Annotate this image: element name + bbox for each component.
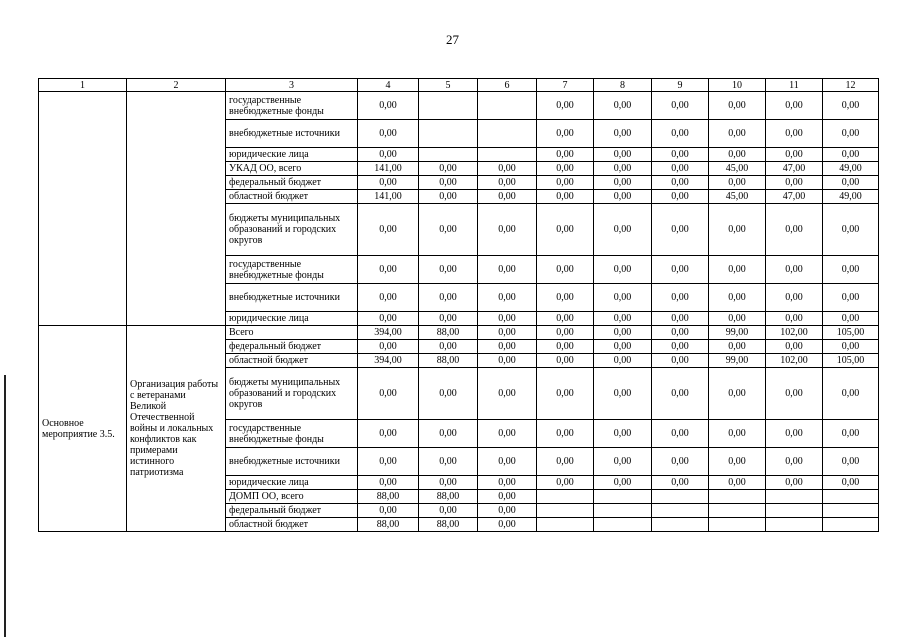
value-cell: 0,00 [358,204,419,256]
value-cell: 0,00 [594,120,652,148]
value-cell [537,490,594,504]
value-cell: 102,00 [766,354,823,368]
value-cell: 394,00 [358,326,419,340]
value-cell: 88,00 [358,518,419,532]
value-cell: 0,00 [594,340,652,354]
value-cell: 88,00 [419,326,478,340]
value-cell: 0,00 [823,204,879,256]
value-cell: 0,00 [823,92,879,120]
value-cell: 0,00 [478,354,537,368]
value-cell: 105,00 [823,326,879,340]
value-cell: 0,00 [419,162,478,176]
value-cell: 0,00 [766,368,823,420]
value-cell: 0,00 [652,476,709,490]
value-cell: 0,00 [652,284,709,312]
value-cell: 0,00 [594,204,652,256]
column-number: 5 [419,79,478,92]
value-cell: 0,00 [358,504,419,518]
value-cell: 0,00 [766,256,823,284]
value-cell: 0,00 [358,120,419,148]
value-cell: 0,00 [478,176,537,190]
value-cell [537,518,594,532]
value-cell: 0,00 [419,340,478,354]
value-cell: 0,00 [419,312,478,326]
value-cell: 0,00 [823,256,879,284]
value-cell: 0,00 [823,284,879,312]
funding-source-label: юридические лица [226,476,358,490]
funding-source-label: бюджеты муниципальных образований и городских округов [226,368,358,420]
value-cell [478,148,537,162]
value-cell [823,504,879,518]
value-cell: 0,00 [478,504,537,518]
funding-source-label: юридические лица [226,148,358,162]
value-cell: 0,00 [652,256,709,284]
value-cell: 0,00 [594,148,652,162]
value-cell [419,120,478,148]
value-cell: 0,00 [358,448,419,476]
value-cell: 0,00 [419,368,478,420]
value-cell: 0,00 [766,420,823,448]
value-cell: 141,00 [358,162,419,176]
value-cell: 0,00 [652,420,709,448]
value-cell: 102,00 [766,326,823,340]
value-cell: 0,00 [537,162,594,176]
value-cell: 0,00 [823,176,879,190]
column-number: 1 [39,79,127,92]
value-cell: 0,00 [652,368,709,420]
funding-source-label: Всего [226,326,358,340]
value-cell: 0,00 [823,448,879,476]
value-cell: 0,00 [358,256,419,284]
value-cell: 0,00 [652,354,709,368]
value-cell: 0,00 [766,476,823,490]
value-cell: 0,00 [823,312,879,326]
value-cell [537,504,594,518]
value-cell: 0,00 [537,120,594,148]
value-cell: 0,00 [537,312,594,326]
value-cell: 0,00 [419,448,478,476]
value-cell: 0,00 [709,256,766,284]
value-cell: 0,00 [537,448,594,476]
value-cell: 141,00 [358,190,419,204]
funding-source-label: ДОМП ОО, всего [226,490,358,504]
value-cell: 0,00 [358,92,419,120]
value-cell: 0,00 [594,354,652,368]
value-cell: 0,00 [537,340,594,354]
value-cell: 0,00 [478,326,537,340]
value-cell: 0,00 [419,176,478,190]
activity-code: Основное мероприятие 3.5. [39,326,127,532]
funding-source-label: федеральный бюджет [226,504,358,518]
value-cell: 0,00 [478,476,537,490]
value-cell: 0,00 [594,190,652,204]
value-cell: 88,00 [419,354,478,368]
value-cell: 0,00 [537,476,594,490]
funding-source-label: федеральный бюджет [226,340,358,354]
value-cell: 0,00 [537,284,594,312]
value-cell: 0,00 [478,256,537,284]
value-cell: 0,00 [766,312,823,326]
value-cell: 0,00 [766,92,823,120]
value-cell: 0,00 [594,92,652,120]
value-cell: 0,00 [652,190,709,204]
value-cell: 0,00 [478,162,537,176]
value-cell: 0,00 [652,312,709,326]
value-cell: 0,00 [652,120,709,148]
value-cell: 0,00 [537,368,594,420]
value-cell [709,504,766,518]
budget-table [38,78,879,532]
value-cell: 0,00 [766,340,823,354]
table-row [39,326,879,340]
value-cell [823,518,879,532]
value-cell: 88,00 [419,490,478,504]
value-cell: 0,00 [766,176,823,190]
value-cell: 0,00 [823,420,879,448]
funding-source-label: бюджеты муниципальных образований и городских округов [226,204,358,256]
value-cell [709,518,766,532]
value-cell: 0,00 [709,284,766,312]
value-cell: 0,00 [652,148,709,162]
value-cell: 0,00 [478,284,537,312]
column-number: 6 [478,79,537,92]
value-cell: 0,00 [766,120,823,148]
value-cell: 88,00 [419,518,478,532]
value-cell: 0,00 [537,420,594,448]
value-cell: 0,00 [652,326,709,340]
value-cell: 0,00 [594,420,652,448]
value-cell: 0,00 [478,368,537,420]
funding-source-label: областной бюджет [226,354,358,368]
value-cell: 0,00 [823,148,879,162]
value-cell: 0,00 [594,284,652,312]
value-cell: 0,00 [709,340,766,354]
value-cell: 0,00 [594,162,652,176]
column-number: 11 [766,79,823,92]
value-cell: 0,00 [766,204,823,256]
table-row [39,92,879,120]
value-cell: 0,00 [823,340,879,354]
value-cell: 0,00 [709,368,766,420]
column-number: 8 [594,79,652,92]
value-cell: 0,00 [766,448,823,476]
value-cell: 0,00 [537,176,594,190]
value-cell: 0,00 [823,368,879,420]
value-cell: 0,00 [594,176,652,190]
value-cell: 0,00 [537,204,594,256]
activity-name: Организация работы с ветеранами Великой Отечественной войны и локальных конфликтов как примерами истинного патриотизма [127,326,226,532]
value-cell: 49,00 [823,190,879,204]
value-cell: 0,00 [419,190,478,204]
value-cell: 0,00 [709,312,766,326]
value-cell: 0,00 [537,256,594,284]
value-cell: 0,00 [478,448,537,476]
value-cell: 0,00 [358,312,419,326]
value-cell [478,92,537,120]
value-cell: 0,00 [709,120,766,148]
value-cell: 0,00 [652,204,709,256]
value-cell: 0,00 [419,284,478,312]
value-cell [594,504,652,518]
value-cell [419,148,478,162]
value-cell: 0,00 [709,176,766,190]
column-number: 4 [358,79,419,92]
value-cell: 0,00 [709,148,766,162]
column-number: 9 [652,79,709,92]
value-cell: 0,00 [652,176,709,190]
column-number: 3 [226,79,358,92]
value-cell: 0,00 [478,420,537,448]
funding-source-label: внебюджетные источники [226,448,358,476]
page-number: 27 [446,32,459,47]
value-cell [652,518,709,532]
value-cell [594,490,652,504]
value-cell [709,490,766,504]
value-cell: 0,00 [594,476,652,490]
value-cell: 0,00 [766,148,823,162]
value-cell [478,120,537,148]
value-cell: 99,00 [709,354,766,368]
value-cell [766,504,823,518]
funding-source-label: государственные внебюджетные фонды [226,420,358,448]
value-cell: 0,00 [823,120,879,148]
value-cell: 0,00 [652,340,709,354]
value-cell: 0,00 [709,204,766,256]
funding-source-label: внебюджетные источники [226,120,358,148]
value-cell: 0,00 [358,148,419,162]
value-cell: 0,00 [709,92,766,120]
value-cell: 0,00 [478,518,537,532]
value-cell: 0,00 [478,340,537,354]
value-cell: 0,00 [478,490,537,504]
value-cell [419,92,478,120]
value-cell: 0,00 [594,448,652,476]
activity-code-cell [39,92,127,326]
value-cell: 105,00 [823,354,879,368]
value-cell: 0,00 [594,312,652,326]
column-number-row [39,79,879,92]
value-cell [652,490,709,504]
funding-source-label: внебюджетные источники [226,284,358,312]
value-cell: 0,00 [478,204,537,256]
value-cell: 47,00 [766,162,823,176]
activity-name-cell [127,92,226,326]
value-cell: 394,00 [358,354,419,368]
value-cell: 45,00 [709,162,766,176]
value-cell: 0,00 [652,448,709,476]
value-cell: 0,00 [594,326,652,340]
value-cell: 0,00 [419,476,478,490]
value-cell [766,518,823,532]
value-cell [823,490,879,504]
budget-table-body [39,79,879,532]
value-cell: 0,00 [537,326,594,340]
value-cell: 0,00 [709,420,766,448]
value-cell: 0,00 [419,204,478,256]
value-cell: 88,00 [358,490,419,504]
value-cell: 0,00 [594,256,652,284]
value-cell: 0,00 [652,162,709,176]
value-cell: 0,00 [537,190,594,204]
value-cell: 0,00 [478,312,537,326]
funding-source-label: областной бюджет [226,518,358,532]
funding-source-label: государственные внебюджетные фонды [226,256,358,284]
value-cell: 0,00 [419,420,478,448]
value-cell: 0,00 [766,284,823,312]
value-cell: 0,00 [358,176,419,190]
value-cell [652,504,709,518]
value-cell: 0,00 [358,420,419,448]
value-cell [594,518,652,532]
value-cell: 0,00 [537,92,594,120]
funding-source-label: государственные внебюджетные фонды [226,92,358,120]
funding-source-label: федеральный бюджет [226,176,358,190]
value-cell: 0,00 [709,448,766,476]
value-cell: 47,00 [766,190,823,204]
value-cell: 0,00 [358,340,419,354]
value-cell: 0,00 [478,190,537,204]
funding-source-label: областной бюджет [226,190,358,204]
page-edge-line [4,375,6,637]
value-cell: 0,00 [709,476,766,490]
value-cell: 0,00 [537,354,594,368]
value-cell: 0,00 [358,284,419,312]
value-cell: 49,00 [823,162,879,176]
value-cell: 45,00 [709,190,766,204]
value-cell: 0,00 [537,148,594,162]
value-cell: 0,00 [419,256,478,284]
value-cell: 0,00 [823,476,879,490]
column-number: 12 [823,79,879,92]
column-number: 7 [537,79,594,92]
value-cell: 0,00 [419,504,478,518]
funding-source-label: юридические лица [226,312,358,326]
funding-source-label: УКАД ОО, всего [226,162,358,176]
value-cell: 0,00 [652,92,709,120]
value-cell: 99,00 [709,326,766,340]
column-number: 2 [127,79,226,92]
column-number: 10 [709,79,766,92]
value-cell: 0,00 [358,476,419,490]
value-cell [766,490,823,504]
value-cell: 0,00 [358,368,419,420]
value-cell: 0,00 [594,368,652,420]
